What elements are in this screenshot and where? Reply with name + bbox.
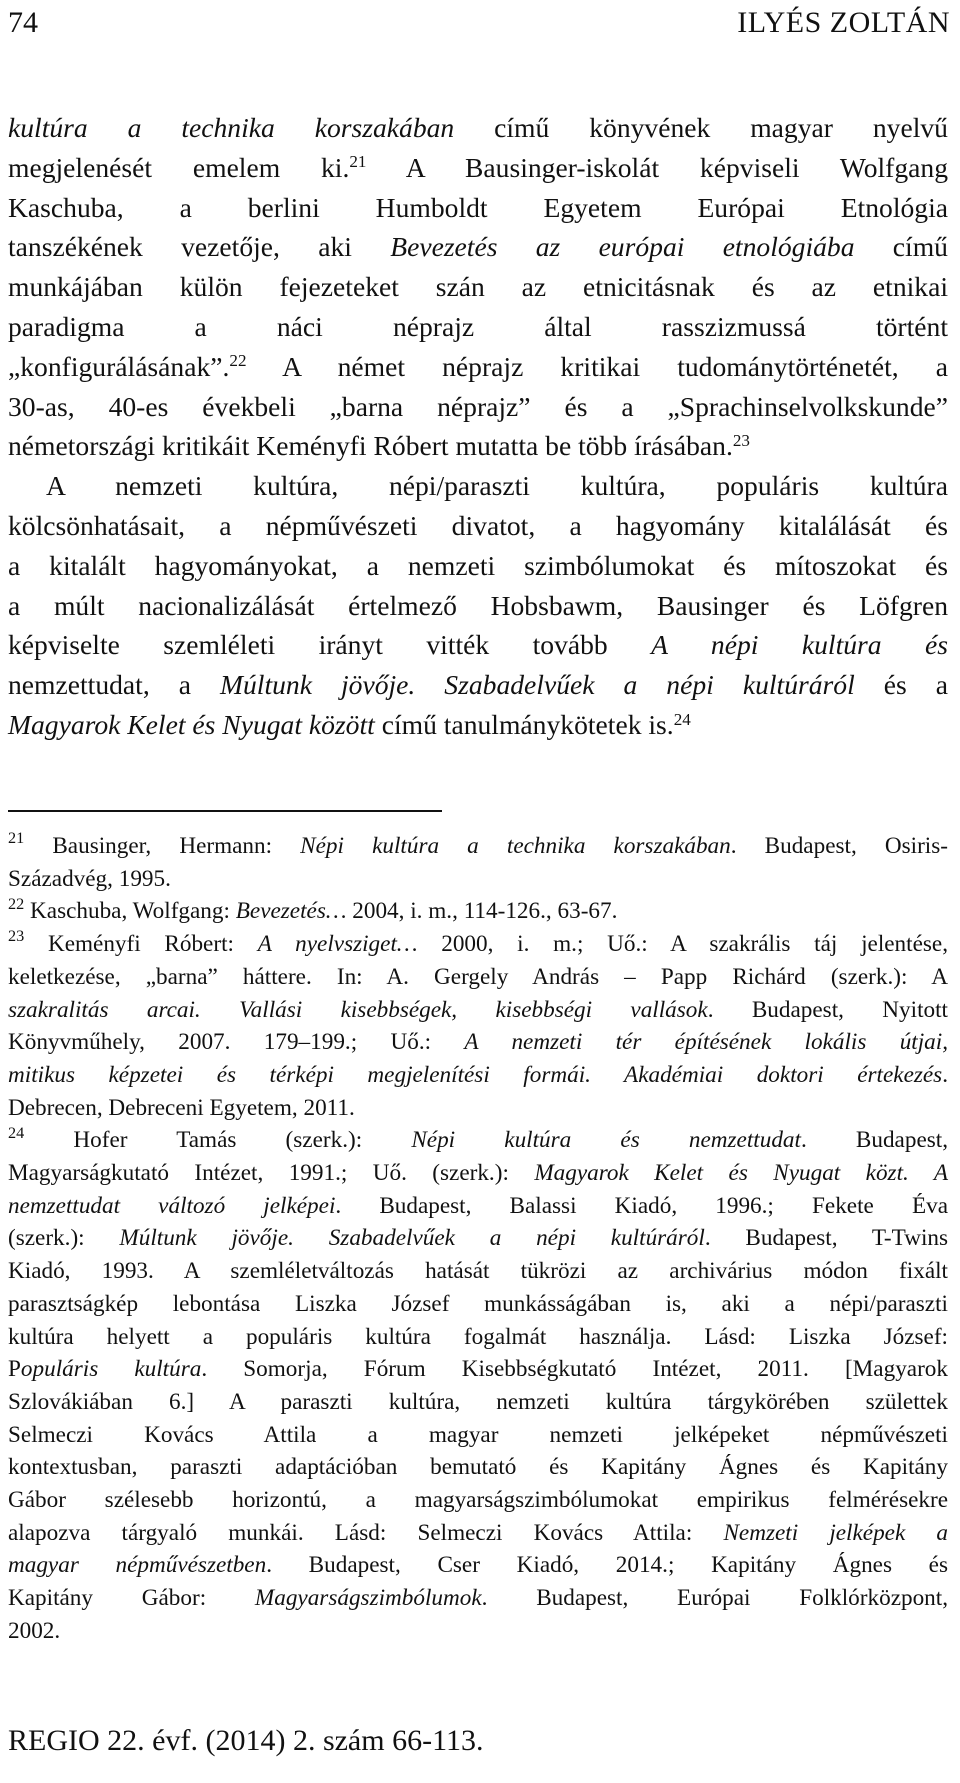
footnote-ref-24[interactable]: 24 — [673, 709, 691, 729]
text-run: és a — [854, 669, 948, 701]
footnote-line: Gábor szélesebb horizontú, a magyarságszimbólumokat empirikus felmérésekre — [8, 1487, 948, 1514]
text-run: (szerk.): — [8, 1225, 120, 1252]
footnote-line: Debrecen, Debreceni Egyetem, 2011. — [8, 1094, 355, 1121]
text-run: németországi kritikáit Keményfi Róbert mutatta be több írásában. — [8, 430, 733, 462]
italic-title: Magyarok Kelet és Nyugat közt. A — [534, 1160, 948, 1187]
body-line: munkájában külön fejezeteket szán az etnicitásnak és az etnikai — [8, 271, 948, 303]
body-line: kölcsönhatásait, a népművészeti divatot, a hagyomány kitalálását és — [8, 509, 948, 541]
italic-title: Múltunk jövője. Szabadelvűek a népi kultúráról — [220, 669, 855, 701]
text-run: . Budapest, Európai Folklórközpont, — [481, 1585, 949, 1612]
body-line — [8, 705, 948, 745]
page-header — [8, 6, 950, 50]
text-run: . Budapest, — [800, 1127, 949, 1154]
footnote-line: Századvég, 1995. — [8, 865, 171, 892]
footnote-line — [8, 1353, 948, 1386]
footnote-line: Selmeczi Kovács Attila a magyar nemzeti jelképeket népművészeti — [8, 1421, 948, 1448]
page-footer: REGIO 22. évf. (2014) 2. szám 66-113. — [8, 1724, 484, 1757]
text-run: Kaschuba, Wolfgang: — [24, 898, 236, 925]
footnote-line — [8, 895, 948, 928]
text-run: . Budapest, T-Twins — [704, 1225, 949, 1252]
text-run: . Budapest, Balassi Kiadó, 1996.; Fekete Éva — [335, 1192, 948, 1219]
footnote-line — [8, 994, 948, 1027]
footnote-line — [8, 928, 948, 961]
italic-title: magyar népművészetben — [8, 1552, 267, 1579]
footnote-ref-23[interactable]: 23 — [732, 430, 750, 450]
body-line — [8, 426, 948, 466]
italic-title: Népi kultúra a technika korszakában — [300, 833, 731, 859]
text-run: tanszékének vezetője, aki — [8, 231, 391, 263]
footnote-number: 23 — [8, 927, 25, 946]
text-run: című — [854, 231, 948, 263]
text-run: . Budapest, Cser Kiadó, 2014.; Kapitány Ágnes és — [266, 1552, 948, 1579]
footnote-line — [8, 1059, 948, 1092]
page-number: 74 — [8, 6, 38, 39]
text-run: Hofer Tamás (szerk.): — [24, 1127, 412, 1154]
footnote-line: keletkezése, „barna” háttere. In: A. Gergely András – Papp Richárd (szerk.): A — [8, 963, 948, 990]
text-run: 2000, i. m.; Uő.: A szakrális táj jelentése, — [417, 931, 948, 958]
footnote-number: 21 — [8, 829, 25, 848]
italic-title: opuláris kultúra — [20, 1356, 202, 1383]
footnote-line — [8, 1517, 948, 1550]
text-run: . Budapest, Nyitott — [707, 996, 948, 1023]
text-run: képviselte szemléleti irányt vitték tovább — [8, 629, 652, 661]
footnote-ref-22[interactable]: 22 — [229, 351, 247, 371]
text-run: A Bausinger-iskolát képviseli Wolfgang — [366, 151, 948, 183]
footnote-line — [8, 1124, 948, 1157]
italic-title: Bevezetés az európai etnológiába — [390, 231, 855, 263]
body-line — [8, 108, 948, 148]
text-run: P — [8, 1356, 21, 1383]
body-line — [8, 227, 948, 267]
italic-title: szakralitás arcai. Vallási kisebbségek, kisebbségi vallások — [8, 996, 708, 1023]
footnote-line: parasztságkép lebontása Liszka József munkásságában is, aki a népi/paraszti — [8, 1290, 948, 1317]
body-line: 30-as, 40-es évekbeli „barna néprajz” és a „Sprachinselvolkskunde” — [8, 390, 948, 422]
text-run: Keményfi Róbert: — [24, 931, 258, 958]
text-run: . Budapest, Osiris- — [730, 833, 948, 859]
body-line: A nemzeti kultúra, népi/paraszti kultúra, populáris kultúra — [46, 470, 948, 502]
italic-title: mitikus képzetei és térképi megjelenítési formái. Akadémiai doktori értekezés — [8, 1061, 943, 1088]
body-line: a kitalált hagyományokat, a nemzeti szimbólumokat és mítoszokat és — [8, 549, 948, 581]
text-run: alapozva tárgyaló munkái. Lásd: Selmeczi Kovács Attila: — [8, 1519, 724, 1546]
text-run: Magyarságkutató Intézet, 1991.; Uő. (szerk.): — [8, 1160, 535, 1187]
footnote-line: Szlovákiában 6.] A paraszti kultúra, nemzeti kultúra tárgykörében születtek — [8, 1388, 948, 1415]
italic-title: Magyarok Kelet és Nyugat között — [8, 708, 375, 740]
body-line: a múlt nacionalizálását értelmező Hobsbawm, Bausinger és Löfgren — [8, 589, 948, 621]
footnote-line: 2002. — [8, 1617, 61, 1644]
text-run: 2004, i. m., 114-126., 63-67. — [346, 898, 618, 925]
footnote-line — [8, 1549, 948, 1582]
footnote-line: kontextusban, paraszti adaptációban bemutató és Kapitány Ágnes és Kapitány — [8, 1454, 948, 1481]
text-run: „konfigurálásának”. — [8, 350, 230, 382]
text-run: nemzettudat, a — [8, 669, 221, 701]
italic-title: Múltunk jövője. Szabadelvűek a népi kultúráról — [119, 1225, 705, 1252]
italic-title: nemzettudat változó jelképei — [8, 1192, 336, 1219]
body-line: paradigma a náci néprajz által rasszizmussá történt — [8, 310, 948, 342]
body-line — [8, 148, 948, 188]
running-author: ILYÉS ZOLTÁN — [737, 6, 950, 39]
footnotes — [8, 830, 948, 1648]
body-line — [8, 665, 948, 705]
italic-title: A népi kultúra és — [651, 629, 948, 661]
italic-title: kultúra a technika korszakában — [8, 112, 455, 143]
footnote-line — [8, 830, 948, 863]
text-run: . — [942, 1061, 948, 1088]
footnote-line — [8, 1026, 948, 1059]
footnote-ref-21[interactable]: 21 — [349, 152, 367, 172]
body-line: Kaschuba, a berlini Humboldt Egyetem Európai Etnológia — [8, 191, 948, 223]
footnote-line: kultúra helyett a populáris kultúra fogalmát használja. Lásd: Liszka József: — [8, 1323, 948, 1350]
footnote-line: Kiadó, 1993. A szemléletváltozás hatását tükrözi az archivárius módon fixált — [8, 1258, 948, 1285]
footnote-number: 22 — [8, 894, 25, 913]
italic-title: A nyelvsziget… — [257, 931, 418, 958]
text-run: . Somorja, Fórum Kisebbségkutató Intézet, 2011. [Magyarok — [201, 1356, 948, 1383]
footnote-line — [8, 1582, 948, 1615]
footnote-line — [8, 1190, 948, 1223]
text-run: megjelenését emelem ki. — [8, 151, 350, 183]
text-run: című tanulmánykötetek is. — [374, 708, 674, 740]
footnote-line — [8, 1222, 948, 1255]
body-line — [8, 625, 948, 665]
body-line — [8, 347, 948, 387]
italic-title: Bevezetés… — [235, 898, 347, 925]
footnote-separator — [8, 810, 442, 812]
text-run: A német néprajz kritikai tudománytörténetét, a — [246, 350, 948, 382]
footnote-line — [8, 1157, 948, 1190]
italic-title: Népi kultúra és nemzettudat — [411, 1127, 801, 1154]
text-run: Bausinger, Hermann: — [24, 833, 301, 859]
body-text — [8, 108, 948, 745]
footnote-number: 24 — [8, 1123, 25, 1142]
text-run: Kapitány Gábor: — [8, 1585, 255, 1612]
italic-title: Nemzeti jelképek a — [723, 1519, 949, 1546]
text-run: című könyvének magyar nyelvű — [454, 112, 948, 143]
text-run: Könyvműhely, 2007. 179–199.; Uő.: — [8, 1029, 465, 1056]
italic-title: A nemzeti tér építésének lokális útjai, — [464, 1029, 949, 1056]
italic-title: Magyarságszimbólumok — [254, 1585, 482, 1612]
